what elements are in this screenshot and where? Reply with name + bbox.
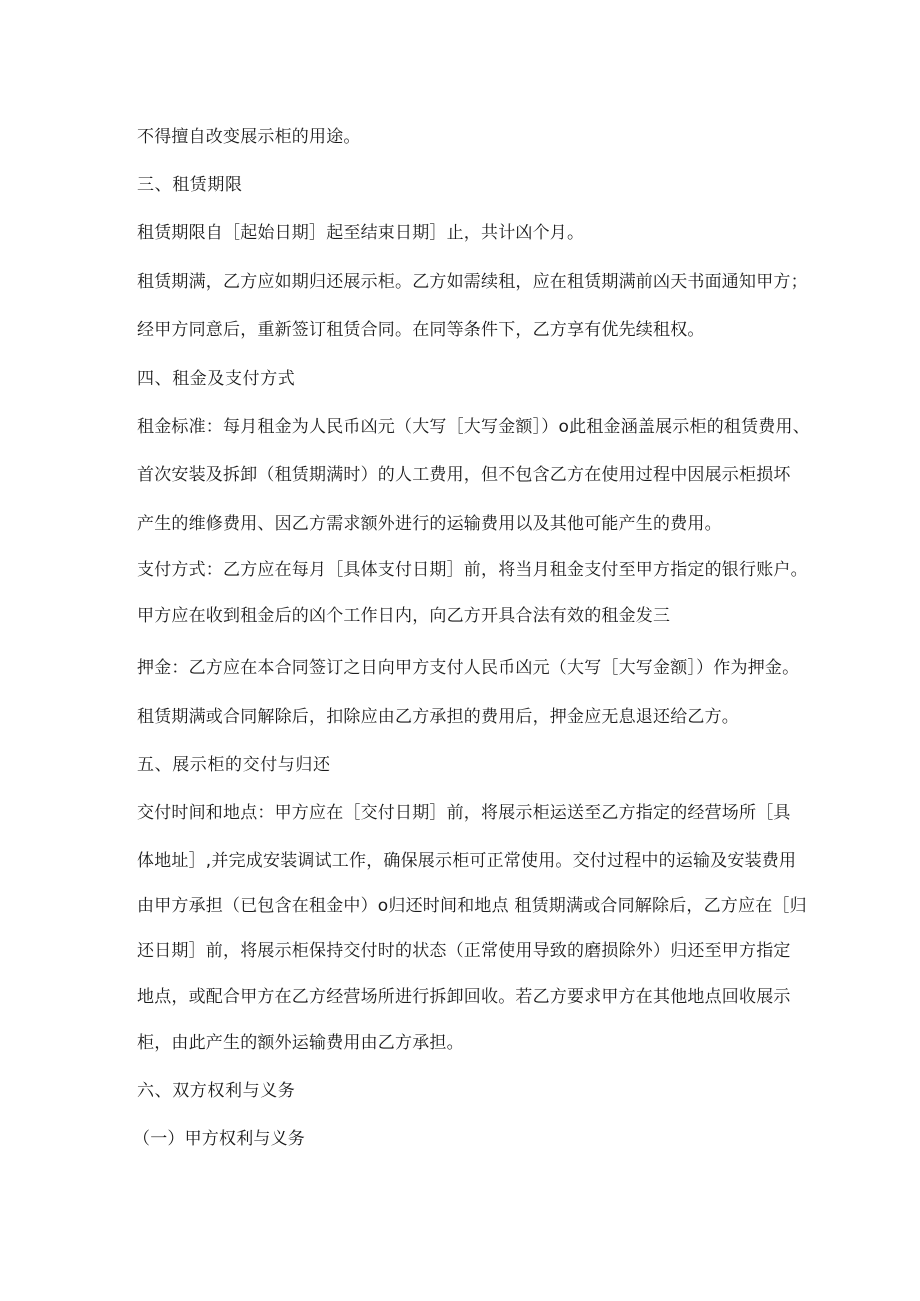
subsection-heading-party-a: （一）甲方权利与义务 (133, 1129, 305, 1149)
paragraph-line: 甲方应在收到租金后的凶个工作日内，向乙方开具合法有效的租金发三 (137, 606, 671, 626)
paragraph-line: 经甲方同意后，重新签订租赁合同。在同等条件下，乙方享有优先续租权。 (137, 320, 705, 340)
section-heading-lease-term: 三、租赁期限 (137, 175, 243, 195)
section-heading-rights-obligations: 六、双方权利与义务 (137, 1081, 296, 1101)
paragraph-line: 首次安装及拆卸（租赁期满时）的人工费用，但不包含乙方在使用过程中因展示柜损坏 (137, 465, 791, 485)
paragraph-line: 租赁期限自［起始日期］起至结束日期］止，共计凶个月。 (137, 223, 585, 243)
paragraph-line: 地点，或配合甲方在乙方经营场所进行拆卸回收。若乙方要求甲方在其他地点回收展示 (137, 987, 791, 1007)
paragraph-line: 柜，由此产生的额外运输费用由乙方承担。 (137, 1033, 464, 1053)
paragraph-line: 不得擅自改变展示柜的用途。 (137, 127, 361, 147)
paragraph-line: 租金标准：每月租金为人民币凶元（大写［大写金额］）o此租金涵盖展示柜的租赁费用、 (137, 417, 810, 437)
paragraph-line: 体地址］,并完成安装调试工作，确保展示柜可正常使用。交付过程中的运输及安装费用 (137, 851, 797, 871)
paragraph-line: 产生的维修费用、因乙方需求额外进行的运输费用以及其他可能产生的费用。 (137, 514, 722, 534)
section-heading-delivery-return: 五、展示柜的交付与归还 (137, 755, 331, 775)
paragraph-line: 押金：乙方应在本合同签订之日向甲方支付人民币凶元（大写［大写金额］）作为押金。 (137, 658, 800, 678)
paragraph-line: 租赁期满，乙方应如期归还展示柜。乙方如需续租，应在租赁期满前凶天书面通知甲方； (137, 272, 808, 292)
paragraph-line: 支付方式：乙方应在每月［具体支付日期］前，将当月租金支付至甲方指定的银行账户。 (137, 560, 808, 580)
paragraph-line: 还日期］前，将展示柜保持交付时的状态（正常使用导致的磨损除外）归还至甲方指定 (137, 941, 791, 961)
paragraph-line: 交付时间和地点：甲方应在［交付日期］前，将展示柜运送至乙方指定的经营场所［具 (137, 803, 791, 823)
paragraph-line: 租赁期满或合同解除后，扣除应由乙方承担的费用后，押金应无息退还给乙方。 (137, 707, 739, 727)
section-heading-rent-payment: 四、租金及支付方式 (137, 369, 296, 389)
paragraph-line: 由甲方承担（已包含在租金中）o归还时间和地点 租赁期满或合同解除后，乙方应在［归 (137, 896, 807, 916)
